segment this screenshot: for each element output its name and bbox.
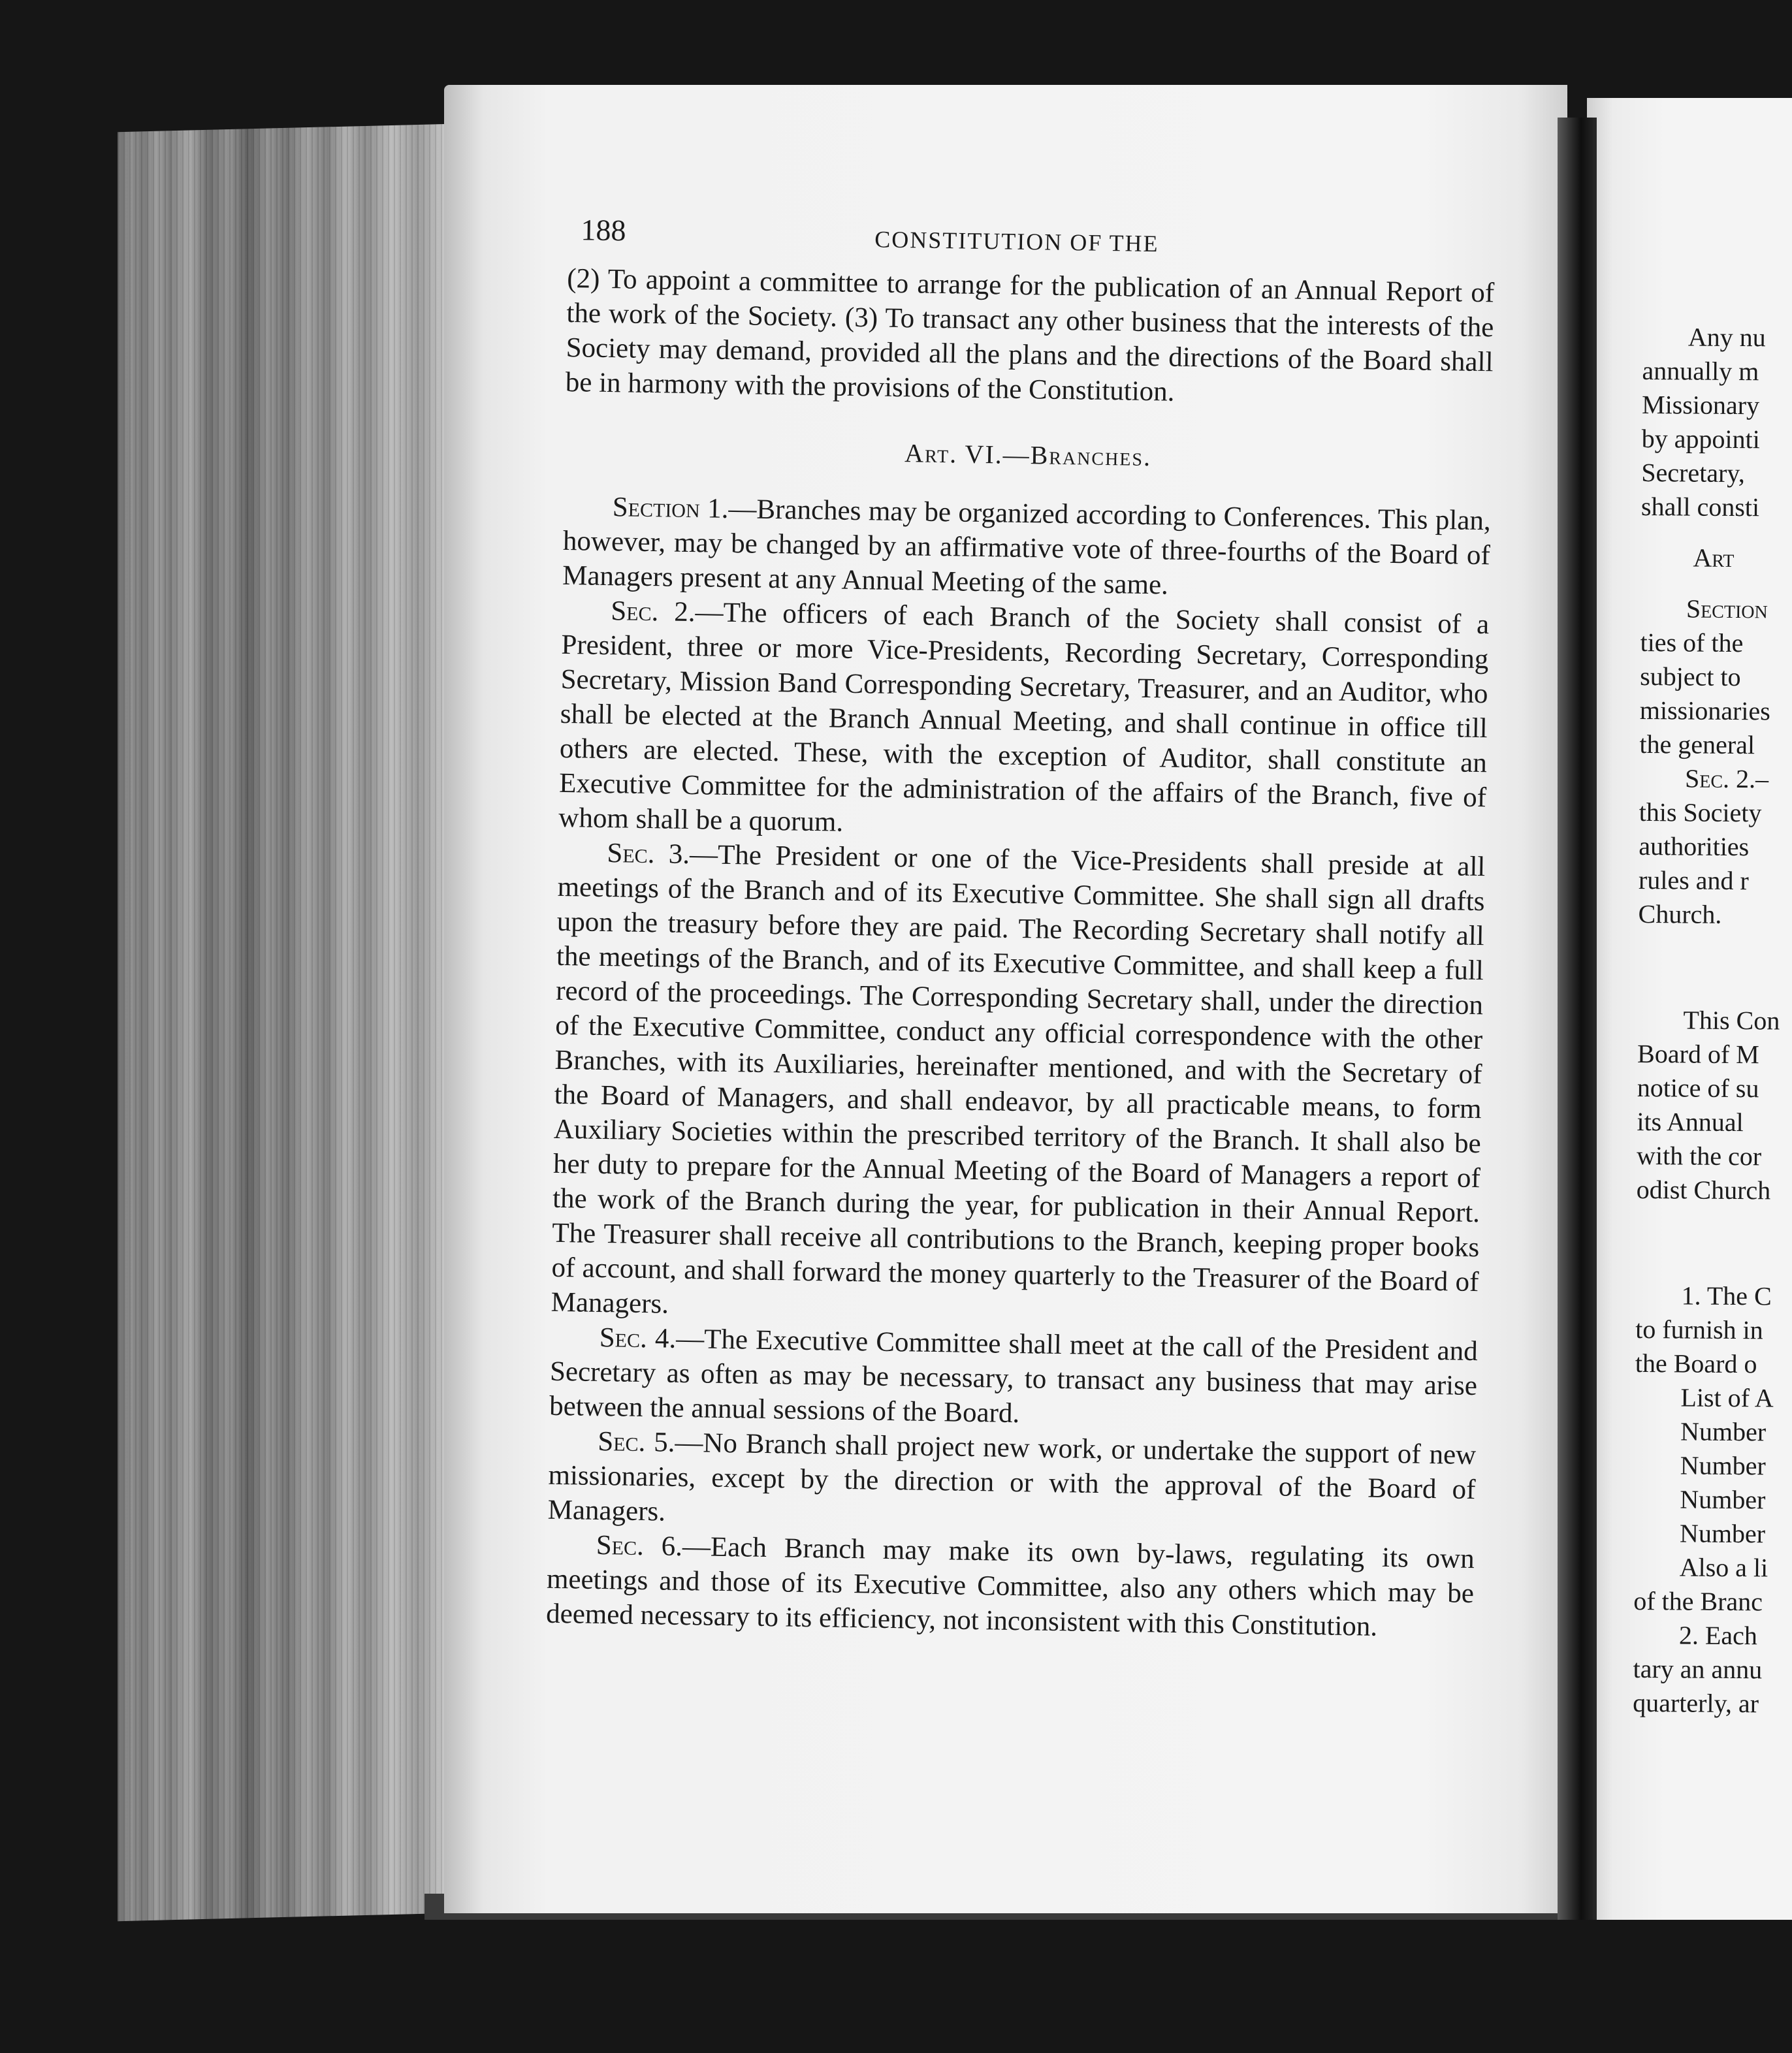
right-line: quarterly, ar — [1633, 1687, 1759, 1719]
right-line: missionaries — [1639, 695, 1770, 726]
section-lead: Sec. — [597, 1425, 646, 1458]
section-lead: Section — [612, 492, 701, 524]
right-line: ties of the — [1640, 627, 1744, 658]
right-line: Sec. 2.– — [1684, 763, 1769, 794]
right-line: the Board o — [1635, 1348, 1757, 1379]
right-line: List of A — [1680, 1382, 1774, 1413]
right-line: authorities — [1639, 831, 1750, 862]
right-line: of the Branc — [1633, 1585, 1763, 1617]
right-article-heading: Art — [1693, 543, 1735, 573]
right-line: by appointi — [1641, 423, 1760, 454]
book-gutter — [1558, 118, 1597, 1920]
right-line: tary an annu — [1633, 1653, 1763, 1685]
right-line: annually m — [1642, 355, 1759, 387]
section-6 — [546, 1527, 1475, 1646]
section-lead: Sec. — [596, 1529, 645, 1562]
right-line: Number — [1680, 1450, 1766, 1481]
right-line: Number — [1679, 1518, 1766, 1549]
page-edges-texture — [118, 124, 444, 1921]
right-line: shall consti — [1640, 491, 1760, 522]
right-line: Missionary — [1641, 389, 1760, 421]
right-line: its Annual — [1637, 1106, 1744, 1138]
section-1 — [562, 489, 1491, 607]
section-text: 1.—Branches may be organized according to Conferences. This plan, however, may be changed by an affirmative vote of three-fourths of the Board of Managers present at any Annual Meeting of the same. — [562, 493, 1492, 601]
page-number: 188 — [581, 213, 626, 247]
left-page-text — [546, 209, 1496, 1646]
right-line: the general — [1639, 729, 1755, 760]
right-line: Secretary, — [1641, 457, 1745, 488]
right-line: This Con — [1683, 1005, 1780, 1036]
article-heading: Art. VI.—Branches. — [904, 438, 1152, 472]
right-line: Any nu — [1688, 322, 1766, 353]
right-line: this Society — [1639, 797, 1762, 828]
right-line: Board of M — [1637, 1038, 1759, 1070]
section-lead: Sec. — [607, 838, 655, 870]
section-text: 4.—The Executive Committee shall meet at the call of the President and Secretary as often as may be necessary, to transact any business that may arise between the annual sessions of the Board. — [549, 1323, 1479, 1429]
section-lead: Sec. — [610, 596, 659, 628]
right-line: 2. Each — [1678, 1620, 1758, 1651]
intro-paragraph: (2) To appoint a committee to arrange for the publication of an Annual Report of the work of the Society. (3) To transact any other business that the interests of the Society may demand, provided all the plans and the directions of the Board shall be in harmony with the provisions of the Constitution. — [565, 263, 1495, 407]
right-line: subject to — [1640, 661, 1741, 692]
right-line: 1. The C — [1681, 1281, 1772, 1311]
section-text: 2.—The officers of each Branch of the Society shall consist of a President, three or more Vice-Presidents, Recording Secretary, Corresponding Secretary, Mission Band Corresponding Secretary, Treasurer, and an Auditor, who shall be elected at the Branch Annual Meeting, and shall continue in office till others are elected. These, with the exception of Auditor, shall constitute an Executive Committee for the administration of the affairs of the Branch, five of whom shall be a quorum. — [558, 596, 1490, 838]
right-line: Number — [1680, 1416, 1767, 1447]
section-text: 5.—No Branch shall project new work, or undertake the support of new missionaries, except by the direction or with the approval of the Board of Managers. — [547, 1427, 1477, 1527]
section-2 — [558, 593, 1490, 850]
section-lead: Sec. — [599, 1322, 648, 1354]
right-line: notice of su — [1637, 1072, 1759, 1104]
section-3 — [551, 835, 1485, 1334]
right-page-text — [1633, 320, 1792, 1721]
right-line: with the cor — [1636, 1140, 1762, 1171]
section-5 — [547, 1424, 1476, 1542]
right-line: Church. — [1638, 899, 1722, 929]
right-line: Section — [1686, 594, 1768, 624]
right-line: odist Church — [1636, 1174, 1771, 1205]
section-text: 6.—Each Branch may make its own by-laws, regulating its own meetings and those of its Executive Committee, also any others which may be deemed necessary to its efficiency, not inconsistent with this Constitution. — [545, 1531, 1475, 1642]
right-line: to furnish in — [1635, 1314, 1763, 1345]
running-title: CONSTITUTION OF THE — [874, 226, 1159, 257]
right-line: Number — [1680, 1484, 1766, 1515]
right-line: rules and r — [1638, 865, 1749, 896]
section-4 — [549, 1320, 1478, 1438]
right-line: Also a li — [1679, 1552, 1768, 1583]
section-text: 3.—The President or one of the Vice-Presidents shall preside at all meetings of the Branch and of its Executive Committee. She shall sign all drafts upon the treasury before they are paid. The Recording Secretary shall notify all the meetings of the Branch, and of its Executive Committee, and shall keep a full record of the proceedings. The Corresponding Secretary shall, under the direction of the Executive Committee, conduct any official correspondence with the other Branches, with its Auxiliaries, hereinafter mentioned, and with the Secretary of the Board of Managers, and shall endeavor, by all practicable means, to form Auxiliary Societies within the prescribed territory of the Branch. It shall also be her duty to prepare for the Annual Meeting of the Board of Managers a report of the work of the Branch during the year, for publication in their Annual Report. The Treasurer shall receive all contributions to the Branch, keeping proper books of account, and shall forward the money quarterly to the Treasurer of the Board of Managers. — [551, 838, 1486, 1320]
